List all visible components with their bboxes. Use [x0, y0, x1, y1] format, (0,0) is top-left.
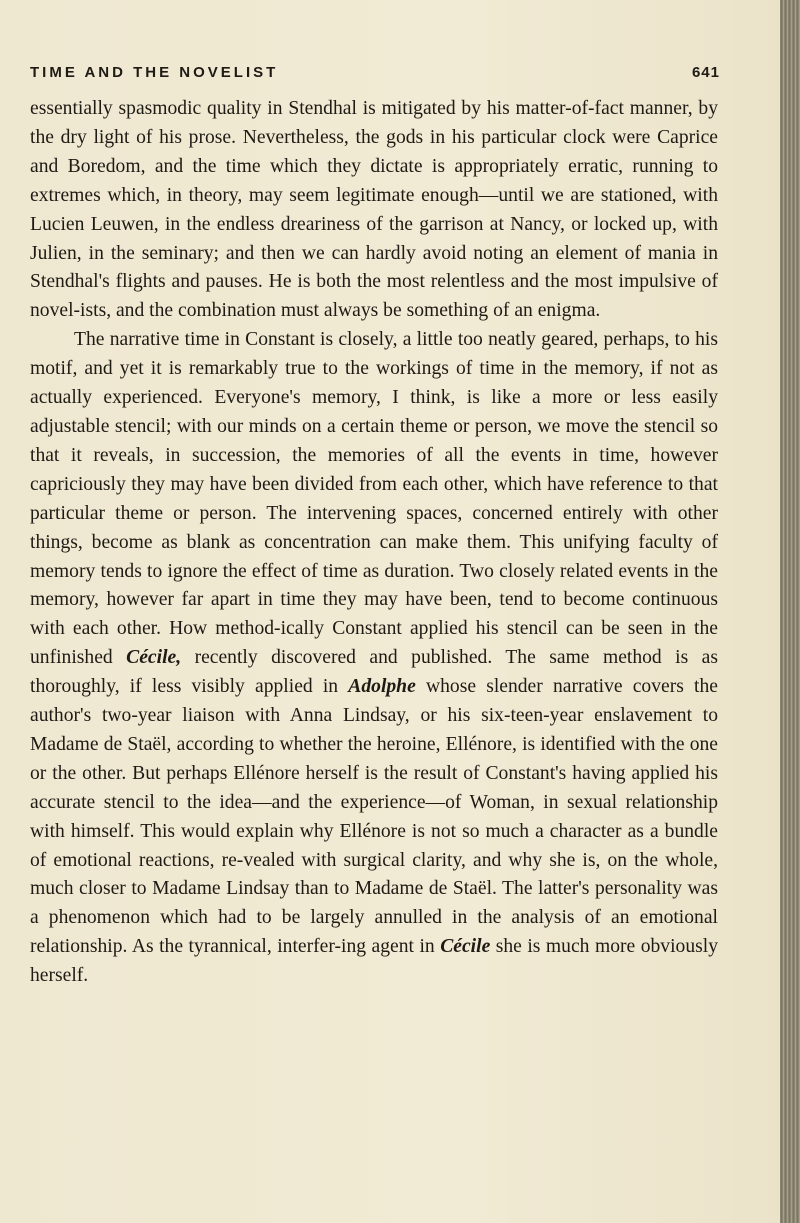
page-number: 641 [691, 64, 720, 81]
paragraph-text: she is much more obviously herself. [30, 936, 718, 987]
body-text [30, 95, 718, 991]
italic-title: Cécile [440, 936, 491, 958]
running-head-title: TIME AND THE NOVELIST [30, 64, 279, 81]
paragraph [30, 326, 718, 991]
paragraph-text: recently discovered and published. The same method is as thoroughly, if less visibly applied in [30, 647, 718, 698]
paragraph [30, 95, 718, 326]
paragraph-text: The narrative time in Constant is closely, a little too neatly geared, perhaps, to his motif, and yet it is remarkably true to the workings of time in the memory, if not as actually experienced. Everyone's memory, I think, is like a more or less easily adjustable stencil; with our minds on a certain theme or person, we move the stencil so that it reveals, in succession, the memories of all the events in time, however capriciously they may have been divided from each other, which have reference to that particular theme or person. The intervening spaces, concerned entirely with other things, become as blank as concentration can make them. This unifying faculty of memory tends to ignore the effect of time as duration. Two closely related events in the memory, however far apart in time they may have been, tend to become continuous with each other. How method-ically Constant applied his stencil can be seen in the unfinished [30, 329, 718, 669]
italic-title: Cécile, [126, 647, 182, 669]
running-head [30, 64, 720, 86]
paragraph-text: essentially spasmodic quality in Stendhal is mitigated by his matter-of-fact manner, by the dry light of his prose. Nevertheless, the gods in his particular clock were Caprice and Boredom, and the time which they dictate is appropriately erratic, running to extremes which, in theory, may seem legitimate enough—until we are stationed, with Lucien Leuwen, in the endless dreariness of the garrison at Nancy, or locked up, with Julien, in the seminary; and then we can hardly avoid noting an element of mania in Stendhal's flights and pauses. He is both the most relentless and the most impulsive of novel-ists, and the combination must always be something of an enigma. [30, 98, 718, 322]
paragraph-text: whose slender narrative covers the author's two-year liaison with Anna Lindsay, or his six-teen-year enslavement to Madame de Staël, according to whether the heroine, Ellénore, is identified with the one or the other. But perhaps Ellénore herself is the result of Constant's having applied his accurate stencil to the idea—and the experience—of Woman, in sexual relationship with himself. This would explain why Ellénore is not so much a character as a bundle of emotional reactions, re-vealed with surgical clarity, and why she is, on the whole, much closer to Madame Lindsay than to Madame de Staël. The latter's personality was a phenomenon which had to be largely annulled in the analysis of an emotional relationship. As the tyrannical, interfer-ing agent in [30, 676, 718, 958]
book-spine-edge [780, 0, 800, 1223]
italic-title: Adolphe [348, 676, 416, 698]
